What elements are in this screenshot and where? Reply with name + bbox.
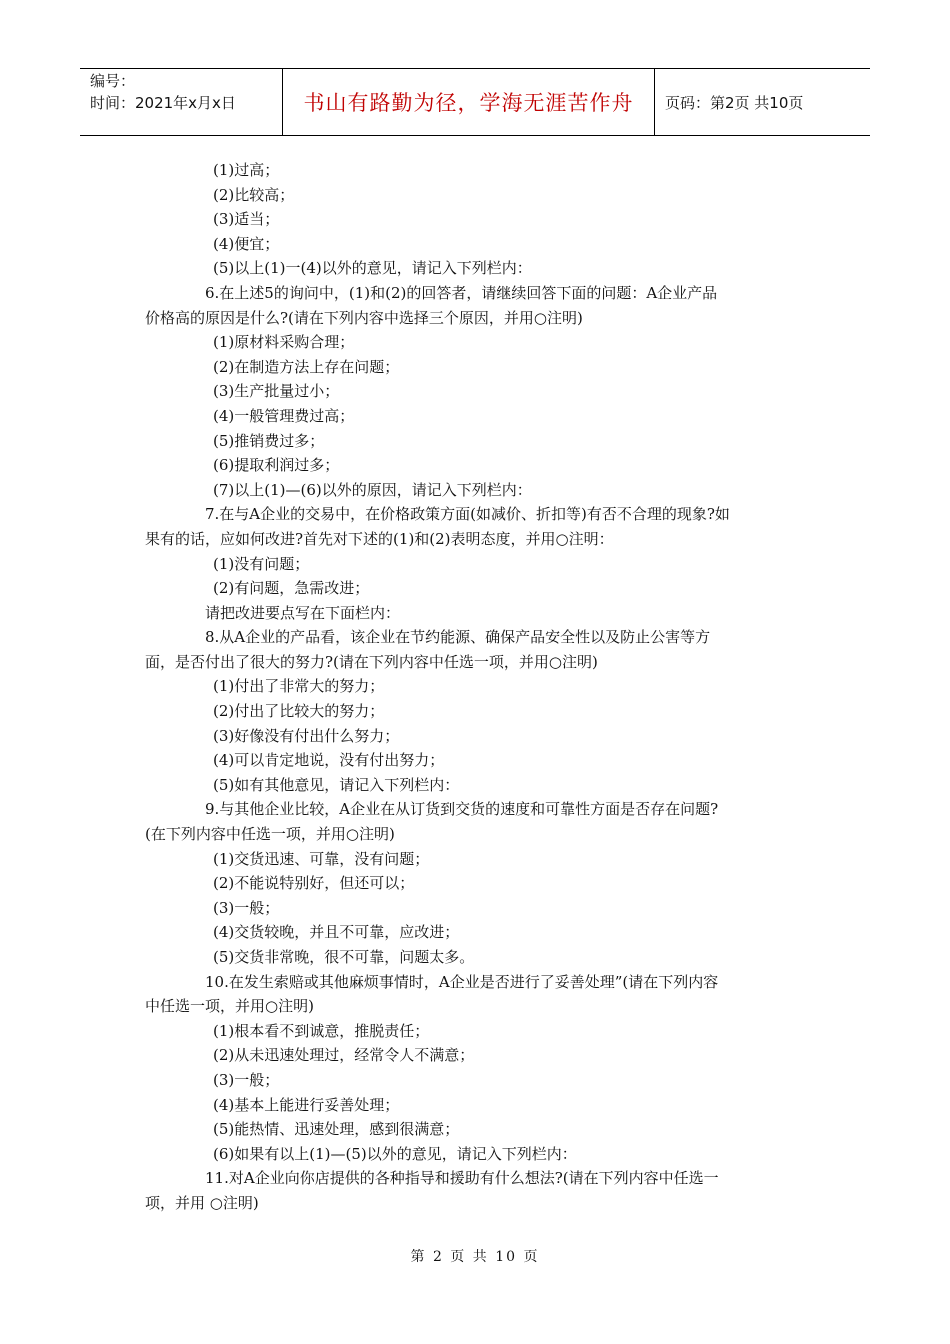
doc-time-label: 时间：2021年x月x日: [90, 94, 236, 112]
header-motto-cell: [282, 69, 655, 135]
answer-option: (2)在制造方法上存在问题；: [213, 357, 400, 376]
header-page-label: 页码：第2页 共10页: [665, 93, 804, 112]
answer-option: (1)没有问题；: [213, 554, 310, 573]
answer-option: (4)一般管理费过高；: [213, 406, 355, 425]
header-page-cell: [655, 69, 870, 135]
question-line: 8.从A企业的产品看，该企业在节约能源、确保产品安全性以及防止公害等方: [205, 628, 711, 647]
header-meta: [80, 69, 282, 135]
answer-option: (7)以上(1)—(6)以外的原因，请记入下列栏内：: [213, 480, 532, 499]
answer-option: (3)一般；: [213, 898, 280, 917]
answer-option: (4)基本上能进行妥善处理；: [213, 1095, 400, 1114]
answer-option: (3)适当；: [213, 210, 280, 229]
answer-option: (3)生产批量过小；: [213, 382, 340, 401]
answer-option: (6)如果有以上(1)—(5)以外的意见，请记入下列栏内：: [213, 1144, 577, 1163]
question-continuation: 项，并用 ○注明): [145, 1193, 259, 1212]
answer-option: (3)好像没有付出什么努力；: [213, 726, 400, 745]
question-continuation: 果有的话，应如何改进?首先对下述的(1)和(2)表明态度，并用○注明：: [145, 529, 614, 548]
question-line: 11.对A企业向你店提供的各种指导和援助有什么想法?(请在下列内容中任选一: [205, 1169, 719, 1188]
answer-option: (6)提取利润过多；: [213, 456, 340, 475]
header-motto: 书山有路勤为径，学海无涯苦作舟: [303, 91, 634, 115]
question-continuation: 价格高的原因是什么?(请在下列内容中选择三个原因，并用○注明): [145, 308, 583, 327]
question-line: 请把改进要点写在下面栏内：: [205, 603, 401, 622]
answer-option: (4)可以肯定地说，没有付出努力；: [213, 751, 445, 770]
answer-option: (4)便宜；: [213, 234, 280, 253]
answer-option: (5)如有其他意见，请记入下列栏内：: [213, 775, 460, 794]
answer-option: (2)从未迅速处理过，经常令人不满意；: [213, 1046, 475, 1065]
question-line: 10.在发生索赔或其他麻烦事情时，A企业是否进行了妥善处理”(请在下列内容: [205, 972, 719, 991]
answer-option: (2)付出了比较大的努力；: [213, 702, 385, 721]
answer-option: (2)比较高；: [213, 185, 295, 204]
answer-option: (4)交货较晚，并且不可靠，应改进；: [213, 923, 460, 942]
answer-option: (1)付出了非常大的努力；: [213, 677, 385, 696]
answer-option: (5)以上(1)一(4)以外的意见，请记入下列栏内：: [213, 259, 532, 278]
question-line: 7.在与A企业的交易中，在价格政策方面(如减价、折扣等)有否不合理的现象?如: [205, 505, 730, 524]
page-footer: 第 2 页 共 10 页: [410, 1249, 540, 1265]
document-body: [145, 158, 810, 1216]
question-continuation: (在下列内容中任选一项，并用○注明): [145, 825, 395, 844]
answer-option: (1)交货迅速、可靠，没有问题；: [213, 849, 430, 868]
answer-option: (3)一般；: [213, 1070, 280, 1089]
question-line: 9.与其他企业比较，A企业在从订货到交货的速度和可靠性方面是否存在问题?: [205, 800, 719, 819]
page-header: [80, 68, 870, 136]
answer-option: (5)推销费过多；: [213, 431, 325, 450]
answer-option: (1)根本看不到诚意，推脱责任；: [213, 1021, 430, 1040]
answer-option: (1)原材料采购合理；: [213, 333, 355, 352]
doc-number-label: 编号：: [90, 72, 136, 90]
question-continuation: 中任选一项，并用○注明): [145, 997, 314, 1016]
answer-option: (5)能热情、迅速处理，感到很满意；: [213, 1120, 460, 1139]
answer-option: (1)过高；: [213, 161, 280, 179]
question-line: 6.在上述5的询问中，(1)和(2)的回答者，请继续回答下面的问题：A企业产品: [205, 283, 718, 302]
answer-option: (2)有问题，急需改进；: [213, 579, 370, 598]
answer-option: (5)交货非常晚，很不可靠，问题太多。: [213, 948, 475, 966]
question-continuation: 面，是否付出了很大的努力?(请在下列内容中任选一项，并用○注明): [145, 652, 598, 671]
answer-option: (2)不能说特别好，但还可以；: [213, 874, 415, 893]
